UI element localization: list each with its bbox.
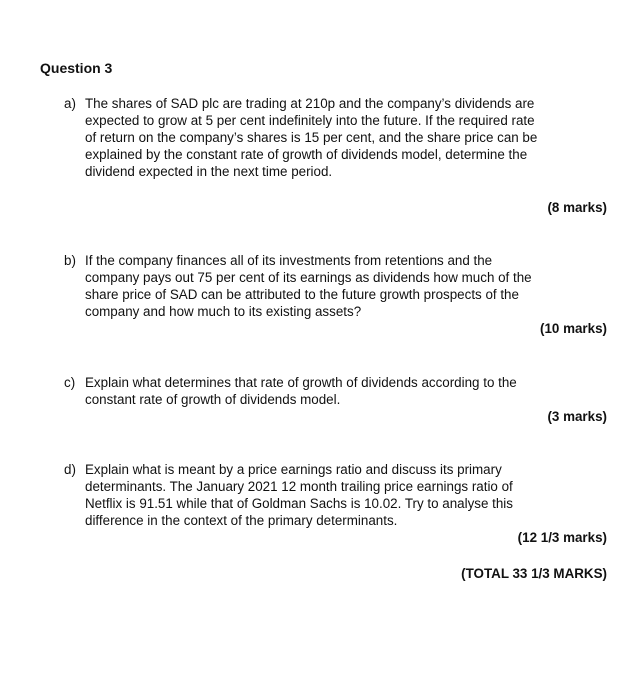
question-title: Question 3 (40, 60, 113, 76)
part-a-text: The shares of SAD plc are trading at 210p and the company’s dividends are expected to grow at 5 per cent indefinitely into the future. If the required rate of return on the company’s shares is 15 per cent, and the share price can be explained by the constant rate of growth of dividends model, determine the dividend expected in the next time period. (85, 96, 538, 179)
part-a-marks: (8 marks) (547, 200, 607, 215)
part-a-label: a) (64, 96, 76, 111)
total-marks: (TOTAL 33 1/3 MARKS) (461, 566, 607, 581)
question-part-d (64, 461, 604, 529)
question-part-a (64, 95, 604, 180)
part-c-text: Explain what determines that rate of growth of dividends according to the constant rate of growth of dividends model. (85, 375, 517, 407)
part-d-marks: (12 1/3 marks) (517, 530, 607, 545)
part-b-marks: (10 marks) (540, 321, 607, 336)
part-d-text: Explain what is meant by a price earnings ratio and discuss its primary determinants. The January 2021 12 month trailing price earnings ratio of Netflix is 91.51 while that of Goldman Sachs is 10.02. Try to analyse this difference in the context of the primary determinants. (85, 462, 513, 528)
part-c-label: c) (64, 375, 76, 390)
question-part-b (64, 252, 604, 320)
part-c-marks: (3 marks) (547, 409, 607, 424)
part-d-label: d) (64, 462, 76, 477)
part-b-label: b) (64, 253, 76, 268)
question-part-c (64, 374, 604, 408)
part-b-text: If the company finances all of its investments from retentions and the company pays out 75 per cent of its earnings as dividends how much of the share price of SAD can be attributed to the future growth prospects of the company and how much to its existing assets? (85, 253, 532, 319)
